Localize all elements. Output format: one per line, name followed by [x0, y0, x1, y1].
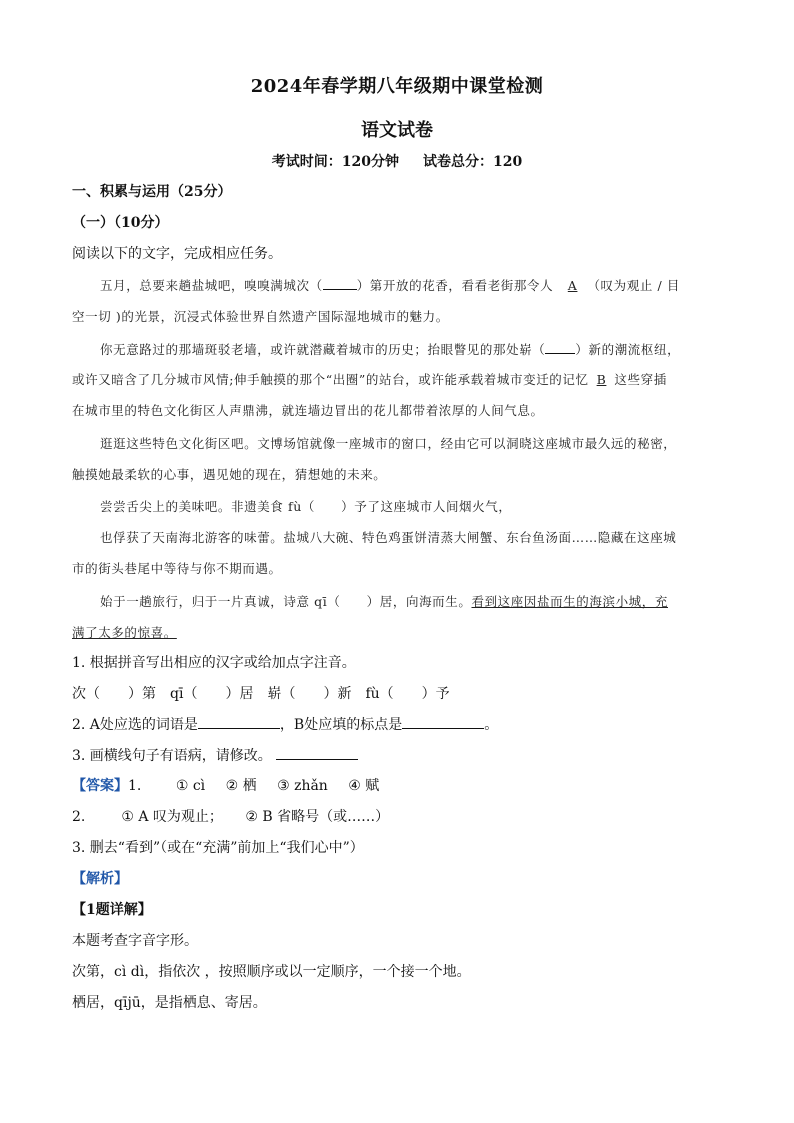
passage-line: 在城市里的特色文化街区人声鼎沸，就连墙边冒出的花儿都带着浓厚的人间气息。	[72, 403, 544, 418]
section-heading: 一、积累与运用（25分）	[72, 184, 232, 200]
exam-subtitle: 语文试卷	[361, 120, 433, 141]
passage-line: 五月，总要来趟盐城吧，嗅嗅满城次（ ）第开放的花香，看看老街那令人 A （叹为观止 / 目	[100, 275, 680, 296]
answer-2: 2. ① A 叹为观止； ② B 省略号（或……）	[72, 809, 390, 825]
passage-line: 逛逛这些特色文化街区吧。文博场馆就像一座城市的窗口，经由它可以洞晓这座城市最久远的秘密，	[100, 436, 677, 451]
instruction: 阅读以下的文字，完成相应任务。	[72, 246, 282, 262]
question-1-items: 次（ ）第 qī（ ）居 崭（ ）新 fù（ ）予	[72, 686, 450, 702]
passage-line: 始于一趟旅行，归于一片真诚，诗意 qī（ ）居，向海而生。看到这座因盐而生的海滨小城，充	[100, 594, 668, 609]
answer-label: 【答案】	[72, 778, 128, 794]
answer-1: 【答案】1. ① cì ② 栖 ③ zhǎn ④ 赋	[72, 778, 380, 794]
passage-line: 触摸她最柔软的心事，遇见她的现在，猜想她的未来。	[72, 467, 387, 482]
blank-zhan	[545, 339, 575, 354]
passage-line: 空一切 )的光景，沉浸式体验世界自然遗产国际湿地城市的魅力。	[72, 309, 449, 324]
passage-line: 或许又暗含了几分城市风情;伸手触摸的那个“出圈”的站台，或许能承载着城市变迁的记忆 B 这些穿插	[72, 372, 667, 387]
passage-line: 尝尝舌尖上的美味吧。非遗美食 fù（ ）予了这座城市人间烟火气，	[100, 499, 512, 514]
analysis-line: 次第，cì dì，指依次 ，按照顺序或以一定顺序，一个接一个地。	[72, 964, 471, 980]
total-score: 试卷总分：120	[423, 154, 523, 170]
passage-line: 你无意路过的那墙斑驳老墙，或许就潜藏着城市的历史；抬眼瞥见的那处崭（ ）新的潮流枢纽，	[100, 339, 680, 360]
passage-line: 市的街头巷尾中等待与你不期而遇。	[72, 561, 282, 576]
analysis-line: 栖居，qījū，是指栖息、寄居。	[72, 995, 267, 1011]
mark-b: B	[596, 372, 607, 387]
question-2: 2. A处应选的词语是 ，B处应填的标点是 。	[72, 714, 498, 735]
exam-time: 考试时间：120分钟	[271, 154, 399, 170]
mark-a: A	[567, 278, 578, 293]
detail-label: 【1题详解】	[72, 902, 152, 918]
analysis-label: 【解析】	[72, 871, 128, 887]
answer-3: 3. 删去“看到”（或在“充满”前加上“我们心中”）	[72, 840, 364, 856]
blank-b	[402, 714, 484, 729]
passage-line: 也俘获了天南海北游客的味蕾。盐城八大碗、特色鸡蛋饼清蒸大闸蟹、东台鱼汤面……隐藏在这座城	[100, 530, 677, 545]
exam-title: 2024年春学期八年级期中课堂检测	[250, 76, 544, 97]
analysis-line: 本题考查字音字形。	[72, 933, 198, 949]
underlined-sentence: 看到这座因盐而生的海滨小城，充	[471, 594, 668, 609]
exam-meta	[0, 151, 794, 171]
question-3: 3. 画横线句子有语病，请修改。	[72, 745, 358, 766]
sub-heading: （一）（10分）	[72, 215, 169, 231]
blank-q3	[276, 745, 358, 760]
blank-a	[198, 714, 280, 729]
blank-cidi	[323, 275, 357, 290]
question-1: 1. 根据拼音写出相应的汉字或给加点字注音。	[72, 655, 356, 671]
underlined-sentence-end: 满了太多的惊喜。	[72, 625, 177, 640]
